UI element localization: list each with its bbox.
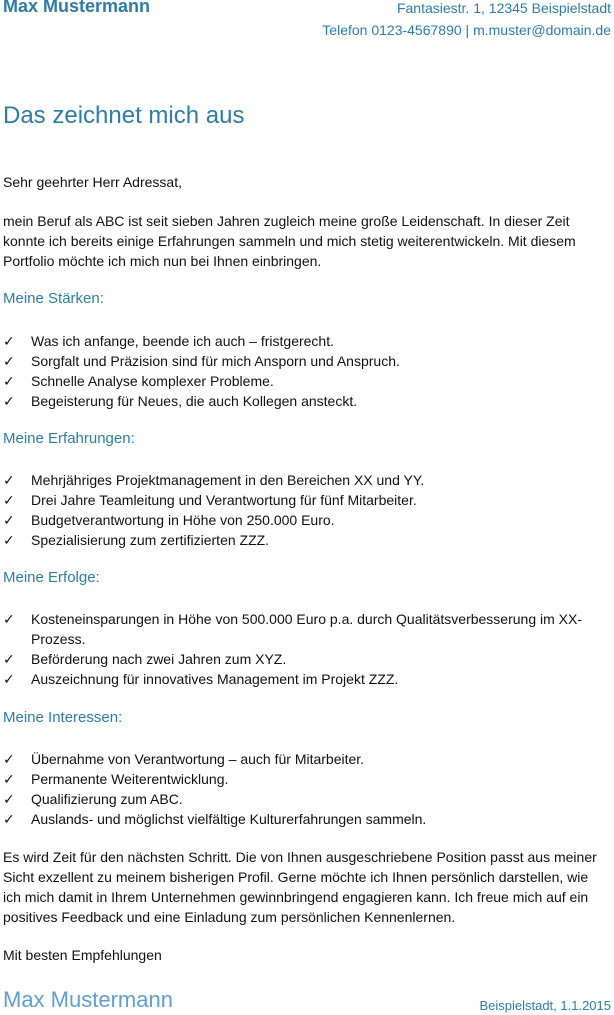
list-experience: [3, 470, 609, 550]
list-item: ✓ Was ich anfange, beende ich auch – fristgerecht.: [3, 333, 334, 349]
closing-phrase: Mit besten Empfehlungen: [3, 947, 162, 963]
list-item: ✓ Auslands- und möglichst vielfältige Kulturerfahrungen sammeln.: [3, 811, 427, 827]
contact-email[interactable]: m.muster@domain.de: [473, 22, 611, 38]
closing-paragraph: Es wird Zeit für den nächsten Schritt. Die von Ihnen ausgeschriebene Position passt aus meiner Sicht exzellent zu meinem bisherigen Profil. Gerne möchte ich Ihnen persönlich darstellen, wie ich mich damit in Ihrem Unternehmen gewinnbringend engagieren kann. Ich freue mich auf ein positives Feedback und eine Einladung zum persönlichen Kennenlernen.: [3, 849, 597, 925]
list-item: ✓ Budgetverantwortung in Höhe von 250.000 Euro.: [3, 512, 335, 528]
signature-name: Max Mustermann: [3, 987, 173, 1012]
contact-line: [322, 22, 611, 38]
check-icon: ✓: [3, 651, 15, 667]
contact-address: Fantasiestr. 1, 12345 Beispielstadt: [396, 0, 611, 16]
list-interests: [3, 749, 609, 829]
contact-phone: Telefon 0123-4567890: [322, 22, 462, 38]
list-item: ✓ Mehrjähriges Projektmanagement in den Bereichen XX und YY.: [3, 472, 425, 488]
name-header: Max Mustermann: [3, 0, 151, 16]
check-icon: ✓: [3, 791, 15, 807]
list-item: ✓ Qualifizierung zum ABC.: [3, 791, 183, 807]
list-item: ✓ Übernahme von Verantwortung – auch für Mitarbeiter.: [3, 751, 365, 767]
check-icon: ✓: [3, 532, 15, 548]
section-heading-experience: Meine Erfahrungen:: [3, 430, 135, 447]
list-item: ✓ Spezialisierung zum zertifizierten ZZZ.: [3, 532, 270, 548]
list-item: ✓ Permanente Weiterentwicklung.: [3, 771, 229, 787]
list-strengths: [3, 331, 609, 411]
salutation: Sehr geehrter Herr Adressat,: [3, 174, 182, 190]
page-title: Das zeichnet mich aus: [3, 102, 245, 129]
list-item: ✓ Beförderung nach zwei Jahren zum XYZ.: [3, 651, 287, 667]
list-item: ✓ Drei Jahre Teamleitung und Verantwortung für fünf Mitarbeiter.: [3, 492, 417, 508]
section-heading-successes: Meine Erfolge:: [3, 569, 100, 586]
check-icon: ✓: [3, 492, 15, 508]
check-icon: ✓: [3, 333, 15, 349]
check-icon: ✓: [3, 472, 15, 488]
section-heading-interests: Meine Interessen:: [3, 709, 123, 726]
check-icon: ✓: [3, 771, 15, 787]
intro-paragraph: mein Beruf als ABC ist seit sieben Jahren zugleich meine große Leidenschaft. In dieser Zeit konnte ich bereits einige Erfahrungen sammeln und mich stetig weiterentwickeln. Mit diesem Portfolio möchte ich mich nun bei Ihnen einbringen.: [3, 213, 576, 269]
list-item: ✓ Schnelle Analyse komplexer Probleme.: [3, 373, 274, 389]
list-item: ✓ Auszeichnung für innovatives Management im Projekt ZZZ.: [3, 671, 399, 687]
check-icon: ✓: [3, 353, 15, 369]
list-item: ✓ Begeisterung für Neues, die auch Kollegen ansteckt.: [3, 393, 358, 409]
check-icon: ✓: [3, 512, 15, 528]
list-item: ✓ Kosteneinsparungen in Höhe von 500.000 Euro p.a. durch Qualitätsverbesserung im XX-Prozess.: [3, 611, 583, 647]
section-heading-strengths: Meine Stärken:: [3, 290, 104, 307]
check-icon: ✓: [3, 751, 15, 767]
check-icon: ✓: [3, 811, 15, 827]
check-icon: ✓: [3, 611, 15, 627]
check-icon: ✓: [3, 671, 15, 687]
list-item: ✓ Sorgfalt und Präzision sind für mich Ansporn und Anspruch.: [3, 353, 400, 369]
place-date: Beispielstadt, 1.1.2015: [479, 998, 611, 1013]
check-icon: ✓: [3, 373, 15, 389]
check-icon: ✓: [3, 393, 15, 409]
contact-separator: |: [465, 22, 470, 38]
list-successes: [3, 609, 609, 689]
